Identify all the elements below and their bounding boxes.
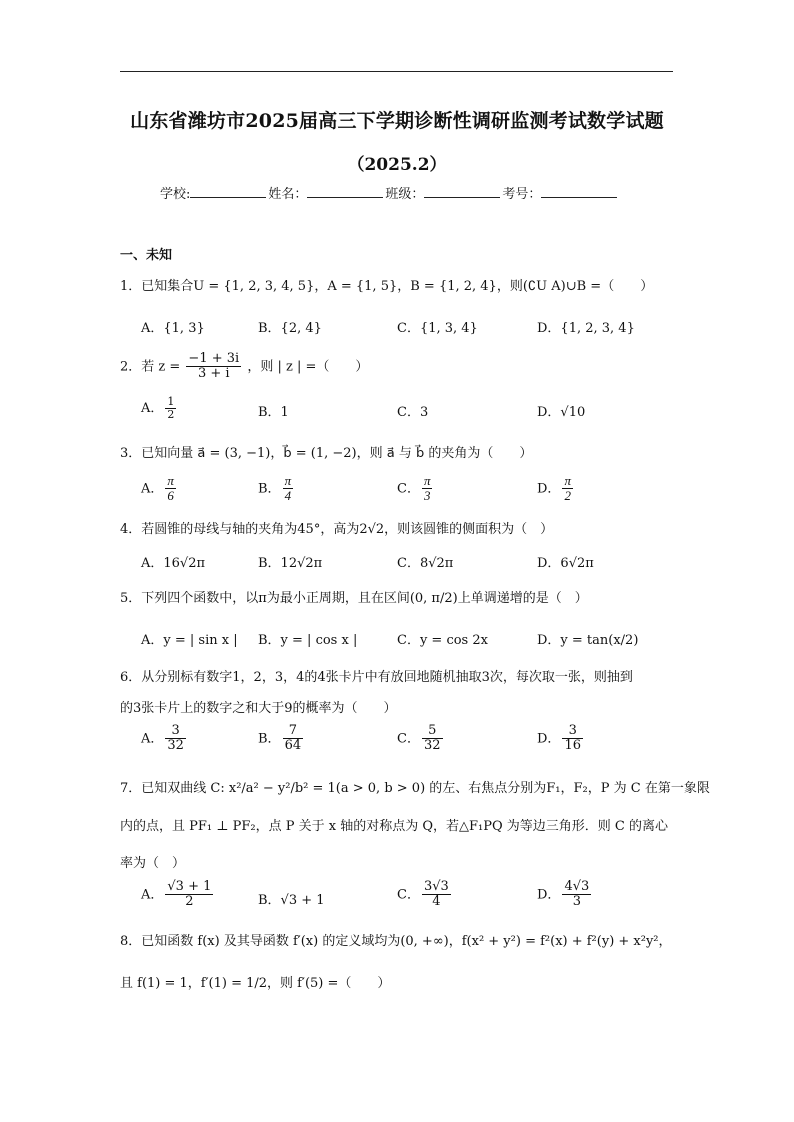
fraction-numerator: 3√3 [423, 879, 449, 894]
option-fraction [283, 474, 294, 504]
question-8-stem-line-2: 且 f(1) = 1，f′(1) = 1/2，则 f′(5) =（ ） [120, 976, 391, 991]
school-label: 学校: [160, 187, 191, 202]
fraction-denominator: 3 [423, 488, 431, 504]
question-2-prefix: 2．若 z = [120, 359, 181, 375]
question-5-stem: 5．下列四个函数中，以π为最小正周期，且在区间(0, π/2)上单调递增的是（ ） [120, 591, 588, 606]
question-7-option-d [537, 880, 593, 910]
option-fraction [562, 474, 573, 504]
fraction-numerator: 3 [165, 724, 186, 739]
fraction-numerator: π [167, 473, 174, 488]
fraction-numerator: 1 [167, 395, 175, 408]
option-label: B． [258, 481, 281, 497]
option-fraction [165, 880, 213, 910]
school-blank [190, 185, 266, 198]
option-label: C． [397, 481, 420, 497]
question-1-stem: 1．已知集合U = {1, 2, 3, 4, 5}，A = {1, 5}，B = {1, 2, 4}，则(∁U A)∪B =（ ） [120, 279, 654, 294]
question-5-option-a: A．y = | sin x | [141, 633, 238, 648]
option-label: A． [141, 401, 164, 417]
question-1-option-c: C．{1, 3, 4} [397, 321, 478, 336]
fraction-numerator: 5 [422, 724, 443, 739]
fraction-denominator: 32 [167, 738, 184, 754]
question-7-stem-line-3: 率为（ ） [120, 856, 186, 871]
question-5-option-d: D．y = tan(x/2) [537, 633, 639, 648]
option-label: B． [258, 731, 281, 747]
question-6-stem-line-2: 的3张卡片上的数字之和大于9的概率为（ ） [120, 701, 397, 716]
option-fraction [562, 880, 591, 910]
fraction-denominator: 2 [564, 488, 571, 504]
question-4-option-b: B．12√2π [258, 556, 323, 571]
question-4-option-a: A．16√2π [141, 556, 206, 571]
question-6-option-d [537, 724, 585, 754]
exam-number-label: 考号： [502, 187, 542, 202]
fraction-denominator: 4 [432, 894, 441, 910]
question-2-option-a [141, 396, 178, 421]
question-6-option-c [397, 724, 445, 754]
fraction-numerator: −1 + 3i [188, 351, 240, 366]
page-subtitle: （2025.2） [347, 155, 447, 175]
question-7-option-a [141, 880, 215, 910]
question-6-stem-line-1: 6．从分别标有数字1，2，3，4的4张卡片中有放回地随机抽取3次，每次取一张，则抽到 [120, 670, 633, 685]
section-heading: 一、未知 [120, 248, 173, 263]
option-fraction [422, 880, 451, 910]
fraction-numerator: 7 [283, 724, 304, 739]
name-blank [307, 185, 383, 198]
question-3-option-a [141, 474, 178, 504]
fraction-numerator: π [284, 473, 292, 488]
question-2-option-c: C．3 [397, 405, 429, 420]
question-6-option-b [258, 724, 305, 754]
fraction-denominator: 4 [284, 488, 292, 504]
question-2-option-d: D．√10 [537, 405, 586, 420]
question-5-option-b: B．y = | cos x | [258, 633, 358, 648]
question-7-option-c [397, 880, 453, 910]
option-fraction [283, 724, 304, 754]
top-rule [120, 71, 673, 72]
question-1-option-b: B．{2, 4} [258, 321, 322, 336]
question-7-option-b: B．√3 + 1 [258, 893, 325, 908]
question-6-option-a [141, 724, 188, 754]
fraction-denominator: 3 [572, 894, 581, 910]
fraction-denominator: 32 [423, 738, 441, 754]
option-label: D． [537, 887, 561, 903]
question-2-fraction [186, 352, 241, 382]
option-label: A． [141, 481, 164, 497]
exam-number-blank [541, 185, 617, 198]
fraction-denominator: 2 [185, 894, 194, 910]
fraction-numerator: √3 + 1 [167, 879, 212, 894]
question-4-stem: 4．若圆锥的母线与轴的夹角为45°，高为2√2，则该圆锥的侧面积为（ ） [120, 522, 554, 537]
question-5-option-c: C．y = cos 2x [397, 633, 488, 648]
fraction-denominator: 3 + i [198, 366, 230, 382]
option-fraction [165, 396, 176, 421]
student-info-line [160, 183, 619, 202]
fraction-numerator: 3 [562, 724, 583, 739]
option-fraction [165, 724, 186, 754]
class-blank [424, 185, 500, 198]
question-7-stem-line-2: 内的点，且 PF₁ ⊥ PF₂，点 P 关于 x 轴的对称点为 Q，若△F₁PQ 为等边三角形．则 C 的离心 [120, 819, 668, 834]
option-fraction [165, 474, 176, 504]
question-3-option-b [258, 474, 295, 504]
question-4-option-d: D．6√2π [537, 556, 594, 571]
question-3-stem: 3．已知向量 a⃗ = (3, −1)，b⃗ = (1, −2)，则 a⃗ 与 b⃗ 的夹角为（ ） [120, 446, 533, 461]
option-fraction [422, 724, 443, 754]
option-label: D． [537, 481, 561, 497]
question-1-option-a: A．{1, 3} [141, 321, 205, 336]
option-label: C． [397, 731, 420, 747]
question-3-option-d [537, 474, 575, 504]
question-1-option-d: D．{1, 2, 3, 4} [537, 321, 635, 336]
fraction-denominator: 2 [167, 408, 175, 422]
option-label: A． [141, 731, 164, 747]
option-fraction [562, 724, 583, 754]
name-label: 姓名： [268, 187, 308, 202]
option-fraction [422, 474, 433, 504]
fraction-numerator: π [423, 473, 431, 488]
page-title: 山东省潍坊市2025届高三下学期诊断性调研监测考试数学试题 [130, 110, 664, 132]
question-4-option-c: C．8√2π [397, 556, 454, 571]
class-label: 班级： [385, 187, 425, 202]
option-label: D． [537, 731, 561, 747]
question-2-suffix: ，则 | z | =（ ） [247, 359, 369, 375]
fraction-denominator: 6 [167, 488, 174, 504]
question-2-stem [120, 352, 368, 382]
fraction-numerator: 4√3 [564, 879, 590, 894]
question-3-option-c [397, 474, 434, 504]
fraction-numerator: π [564, 473, 571, 488]
fraction-denominator: 64 [284, 738, 302, 754]
fraction-denominator: 16 [564, 738, 581, 754]
option-label: A． [141, 887, 164, 903]
question-7-stem-line-1: 7．已知双曲线 C: x²/a² − y²/b² = 1(a > 0, b > 0) 的左、右焦点分别为F₁，F₂，P 为 C 在第一象限 [120, 781, 710, 796]
question-8-stem-line-1: 8．已知函数 f(x) 及其导函数 f′(x) 的定义域均为(0, +∞)，f(x² + y²) = f²(x) + f²(y) + x²y²， [120, 934, 672, 949]
option-label: C． [397, 887, 420, 903]
question-2-option-b: B．1 [258, 405, 289, 420]
